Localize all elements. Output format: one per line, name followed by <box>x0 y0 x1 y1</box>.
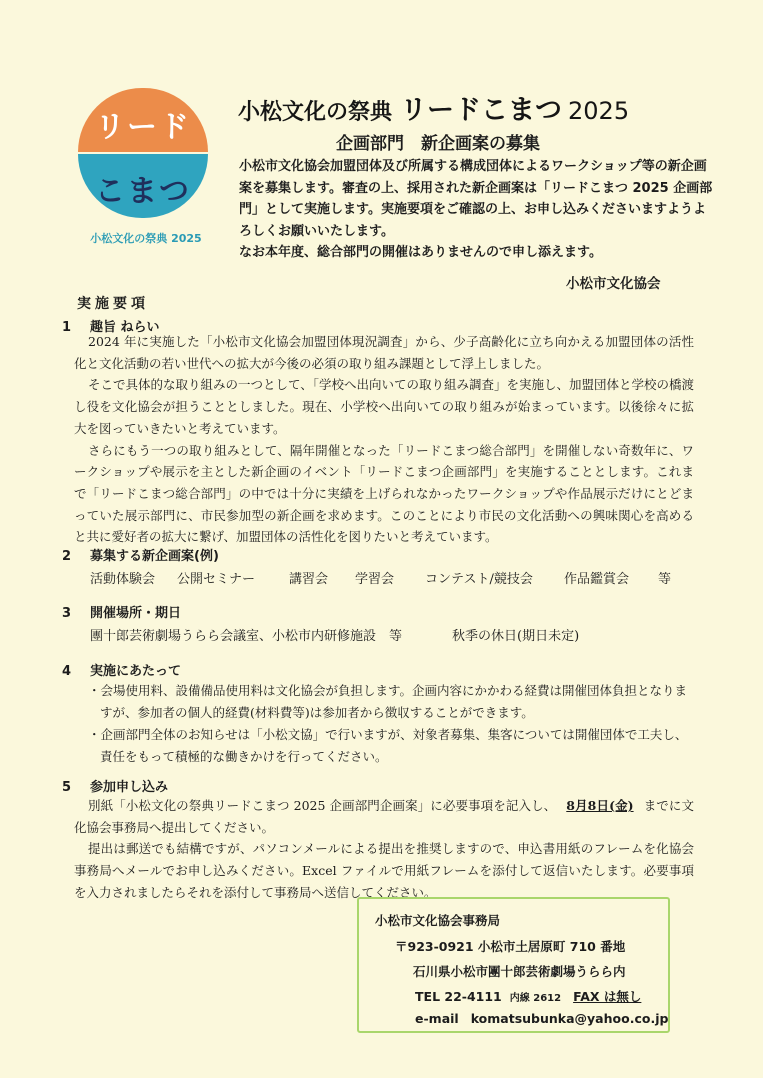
bullet-item: ・企画部門全体のお知らせは「小松文協」で行いますが、対象者募集、集客については開催団体で工夫し、責任をもって積極的な働きかけを行ってください。 <box>88 727 688 764</box>
section-3-heading <box>62 602 181 621</box>
section-2-heading <box>62 545 219 564</box>
example-item: 等 <box>658 572 672 587</box>
implementation-notes <box>86 680 692 768</box>
example-item: 学習会 <box>355 572 395 587</box>
contact-phone-row <box>415 987 641 1005</box>
contact-box <box>357 897 670 1033</box>
venue-text: 團十郎芸術劇場うらら会議室、小松市内研修施設 等 <box>90 629 403 644</box>
contact-building: 石川県小松市團十郎芸術劇場うらら内 <box>413 964 626 979</box>
section-1-paragraph: さらにもう一つの取り組みとして、隔年開催となった「リードこまつ総合部門」を開催しない奇数年に、ワークショップや展示を主とした新企画のイベント「リードこまつ企画部門」を実施することとします。これまで「リードこまつ総合部門」の中では十分に実績を上げられなかったワークショップや作品展示だけにとどまっていた展示部門に、市民参加型の新企画を求めます。このことにより市民の文化活動への興味関心を高めると共に愛好者の拡大に繋げ、加盟団体の活性化を図りたいと考えています。 <box>74 442 694 545</box>
contact-fax: FAX は無し <box>573 989 642 1004</box>
venue-date-row <box>90 625 579 644</box>
section-title: 募集する新企画案(例) <box>90 549 219 564</box>
festival-logo <box>78 88 208 218</box>
deadline-date: 8月8日(金) <box>566 798 634 813</box>
guidelines-heading: 実施要項 <box>77 296 149 312</box>
email-address[interactable]: komatsubunka@yahoo.co.jp <box>470 1011 669 1026</box>
example-item: コンテスト/競技会 <box>425 572 533 587</box>
example-list <box>90 568 671 587</box>
contact-tel: TEL 22-4111 <box>415 989 502 1004</box>
example-item: 作品鑑賞会 <box>564 572 630 587</box>
section-number: 4 <box>62 664 72 679</box>
logo-text-line2: こまつ <box>95 174 191 209</box>
application-text-a: 別紙「小松文化の祭典リードこまつ 2025 企画部門企画案」に必要事項を記入し、 <box>88 798 557 813</box>
page-subtitle: 企画部門 新企画案の募集 <box>336 134 540 154</box>
section-5-heading <box>62 776 168 795</box>
application-paragraph <box>74 795 694 838</box>
section-number: 1 <box>62 320 72 335</box>
contact-extension: 内線 2612 <box>509 993 562 1004</box>
section-title: 開催場所・期日 <box>90 606 182 621</box>
section-title: 趣旨 ねらい <box>90 320 160 335</box>
section-1-body <box>74 331 694 548</box>
section-title: 実施にあたって <box>90 664 182 679</box>
contact-office: 小松市文化協会事務局 <box>375 913 501 928</box>
bullet-item: ・会場使用料、設備備品使用料は文化協会が負担します。企画内容にかかわる経費は開催団体負担となりますが、参加者の個人的経費(材料費等)は参加者から徴収することができます。 <box>88 683 688 720</box>
example-item: 活動体験会 <box>90 572 156 587</box>
section-number: 3 <box>62 606 72 621</box>
section-number: 2 <box>62 549 72 564</box>
intro-paragraph: 小松市文化協会加盟団体及び所属する構成団体によるワークショップ等の新企画案を募集します。審査の上、採用された新企画案は「リードこまつ 2025 企画部門」として実施します。実施要項をご確認の上、お申し込みくださいますようよろしくお願いいたします。 <box>239 159 713 239</box>
contact-email-row <box>415 1011 668 1026</box>
section-number: 5 <box>62 780 72 795</box>
section-4-heading <box>62 660 181 679</box>
section-5-body <box>74 795 694 904</box>
title-main: リードこまつ <box>400 95 563 126</box>
submission-paragraph: 提出は郵送でも結構ですが、パソコンメールによる提出を推奨しますので、申込書用紙のフレームを化協会事務局へメールでお申し込みください。Excel ファイルで用紙フレームを添付して返信いたします。必要事項を入力されましたらそれを添付して事務局へ送信してください。 <box>74 841 694 900</box>
contact-address: 〒923-0921 小松市土居原町 710 番地 <box>395 939 626 954</box>
logo-caption: 小松文化の祭典 2025 <box>90 232 202 245</box>
section-1-paragraph: 2024 年に実施した「小松市文化協会加盟団体現況調査」から、少子高齢化に立ち向かえる加盟団体の活性化と文化活動の若い世代への拡大が今後の必須の取り組み課題として浮上しました。 <box>74 334 694 371</box>
date-text: 秋季の休日(期日未定) <box>452 629 580 644</box>
logo-text-line1: リード <box>95 110 191 145</box>
intro-note: なお本年度、総合部門の開催はありませんので申し添えます。 <box>239 245 602 260</box>
title-year: 2025 <box>568 97 630 125</box>
section-title: 参加申し込み <box>90 780 169 795</box>
email-label: e-mail <box>415 1011 459 1026</box>
title-prefix: 小松文化の祭典 <box>238 100 393 125</box>
intro-text <box>239 156 714 264</box>
organizer-name: 小松市文化協会 <box>566 276 661 292</box>
page-title <box>238 88 629 127</box>
application-text-b: までに文化協会事務局へ提出してください。 <box>74 798 694 835</box>
example-item: 講習会 <box>289 572 329 587</box>
example-item: 公開セミナー <box>177 572 256 587</box>
section-1-paragraph: そこで具体的な取り組みの一つとして、「学校へ出向いての取り組み調査」を実施し、加盟団体と学校の橋渡し役を文化協会が担うこととしました。現在、小学校へ出向いての取り組みが始まっています。以後徐々に拡大を図っていきたいと考えています。 <box>74 377 695 436</box>
